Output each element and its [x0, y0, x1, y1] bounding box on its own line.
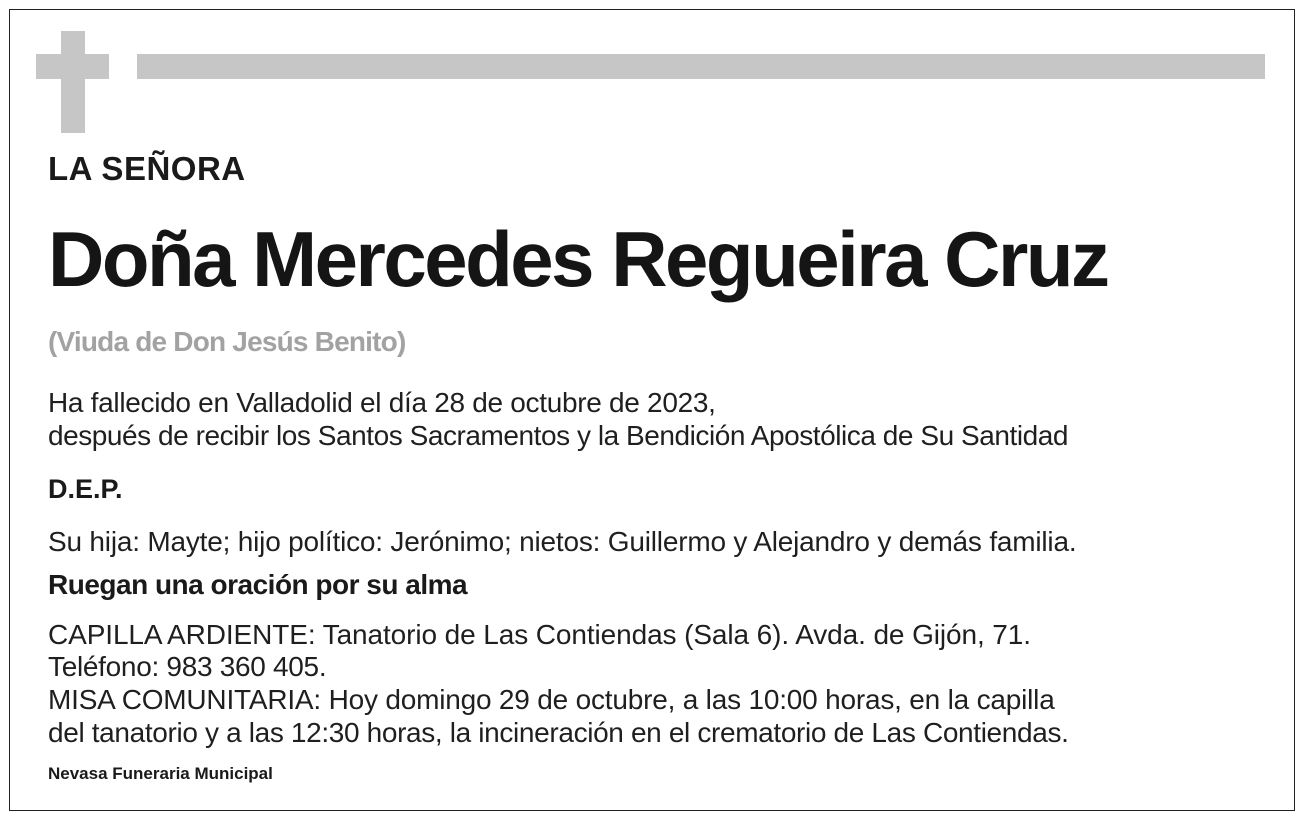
ceremony-line-3: MISA COMUNITARIA: Hoy domingo 29 de octubre, a las 10:00 horas, en la capilla: [48, 684, 1055, 715]
announcement-line-1: Ha fallecido en Valladolid el día 28 de octubre de 2023,: [48, 387, 716, 418]
deceased-name: Doña Mercedes Regueira Cruz: [48, 215, 1108, 303]
widow-subtitle: (Viuda de Don Jesús Benito): [48, 326, 406, 357]
header-divider-bar: [137, 54, 1265, 79]
ceremony-line-1: CAPILLA ARDIENTE: Tanatorio de Las Contiendas (Sala 6). Avda. de Gijón, 71.: [48, 619, 1031, 650]
ceremony-line-2: Teléfono: 983 360 405.: [48, 651, 327, 682]
cross-icon-vertical: [61, 31, 85, 133]
honorific-title: LA SEÑORA: [48, 150, 246, 187]
funeral-home-name: Nevasa Funeraria Municipal: [48, 764, 273, 783]
prayer-request: Ruegan una oración por su alma: [48, 569, 468, 600]
dep-label: D.E.P.: [48, 474, 123, 504]
cross-icon-horizontal: [36, 54, 109, 79]
announcement-line-2: después de recibir los Santos Sacramentos y la Bendición Apostólica de Su Santidad: [48, 420, 1068, 451]
family-line: Su hija: Mayte; hijo político: Jerónimo; nietos: Guillermo y Alejandro y demás familia.: [48, 526, 1077, 557]
ceremony-line-4: del tanatorio y a las 12:30 horas, la incineración en el crematorio de Las Contiendas.: [48, 717, 1069, 748]
